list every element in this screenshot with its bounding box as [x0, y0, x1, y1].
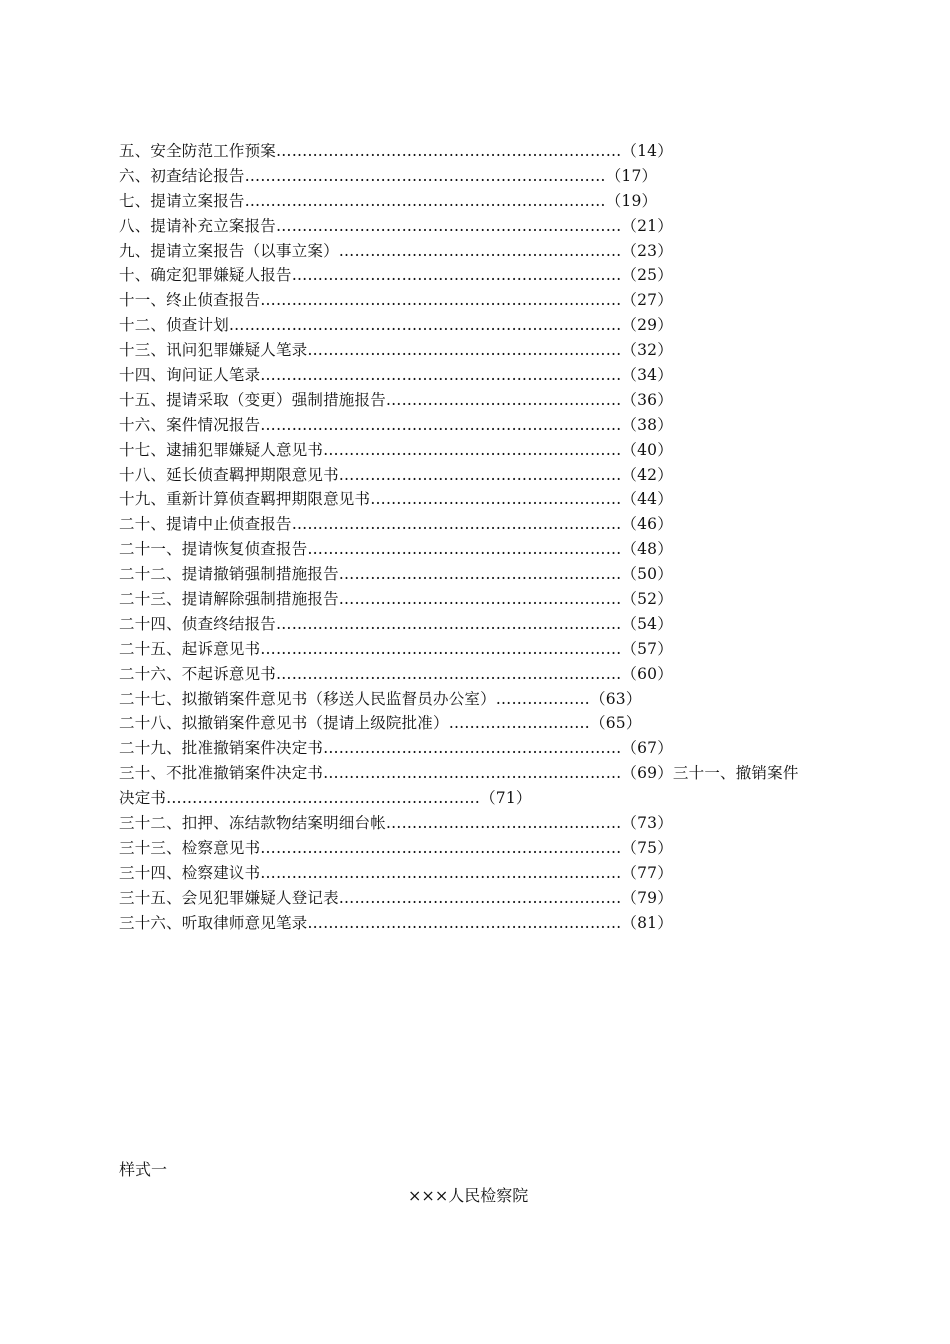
toc-entry: 二十五、起诉意见书……………………………………………………………（57）	[119, 639, 673, 658]
toc-entry: 二十、提请中止侦查报告………………………………………………………（46）	[119, 515, 673, 534]
toc-entry: 十八、延长侦查羁押期限意见书………………………………………………（42）	[119, 465, 673, 484]
toc-entry: 十六、案件情况报告……………………………………………………………（38）	[119, 415, 673, 434]
organization-title: ×××人民检察院	[408, 1186, 529, 1205]
toc-entry: 五、安全防范工作预案…………………………………………………………（14）	[119, 142, 673, 160]
toc-entry: 三十五、会见犯罪嫌疑人登记表………………………………………………（79）	[119, 888, 673, 907]
toc-entry: 二十七、拟撤销案件意见书（移送人民监督员办公室）………………（63）	[119, 689, 642, 708]
toc-entry: 二十四、侦查终结报告…………………………………………………………（54）	[119, 614, 673, 633]
toc-entry: 十七、逮捕犯罪嫌疑人意见书…………………………………………………（40）	[119, 440, 673, 459]
toc-entry: 八、提请补充立案报告…………………………………………………………（21）	[119, 216, 673, 235]
toc-entry: 十四、询问证人笔录……………………………………………………………（34）	[119, 366, 673, 385]
toc-entry: 二十九、批准撤销案件决定书…………………………………………………（67）	[119, 739, 673, 758]
table-of-contents	[119, 139, 859, 936]
toc-entry: 二十六、不起诉意见书…………………………………………………………（60）	[119, 664, 673, 683]
toc-entry: 十九、重新计算侦查羁押期限意见书…………………………………………（44）	[119, 490, 673, 509]
toc-entry: 十三、讯问犯罪嫌疑人笔录……………………………………………………（32）	[119, 341, 673, 360]
toc-entry: 三十四、检察建议书……………………………………………………………（77）	[119, 863, 673, 882]
toc-entry: 三十二、扣押、冻结款物结案明细台帐………………………………………（73）	[119, 814, 673, 833]
toc-entry: 六、初查结论报告……………………………………………………………（17）	[119, 166, 658, 185]
toc-entry: 决定书……………………………………………………（71）	[119, 789, 532, 808]
toc-entry: 二十三、提请解除强制措施报告………………………………………………（52）	[119, 590, 673, 609]
toc-entry: 十五、提请采取（变更）强制措施报告………………………………………（36）	[119, 390, 673, 409]
toc-entry: 三十、不批准撤销案件决定书…………………………………………………（69）三十一、撤销案件	[119, 764, 799, 783]
toc-entry: 二十八、拟撤销案件意见书（提请上级院批准）………………………（65）	[119, 714, 642, 733]
style-label: 样式一	[119, 1160, 168, 1179]
toc-entry: 九、提请立案报告（以事立案）………………………………………………（23）	[119, 241, 673, 260]
toc-entry: 七、提请立案报告……………………………………………………………（19）	[119, 191, 658, 210]
toc-entry: 十一、终止侦查报告……………………………………………………………（27）	[119, 291, 673, 310]
toc-entry: 二十二、提请撤销强制措施报告………………………………………………（50）	[119, 565, 673, 584]
toc-entry: 十、确定犯罪嫌疑人报告………………………………………………………（25）	[119, 266, 673, 285]
toc-entry: 三十三、检察意见书……………………………………………………………（75）	[119, 838, 673, 857]
toc-entry: 三十六、听取律师意见笔录……………………………………………………（81）	[119, 913, 673, 932]
toc-entry: 十二、侦查计划…………………………………………………………………（29）	[119, 316, 673, 335]
toc-entry: 二十一、提请恢复侦查报告……………………………………………………（48）	[119, 540, 673, 559]
